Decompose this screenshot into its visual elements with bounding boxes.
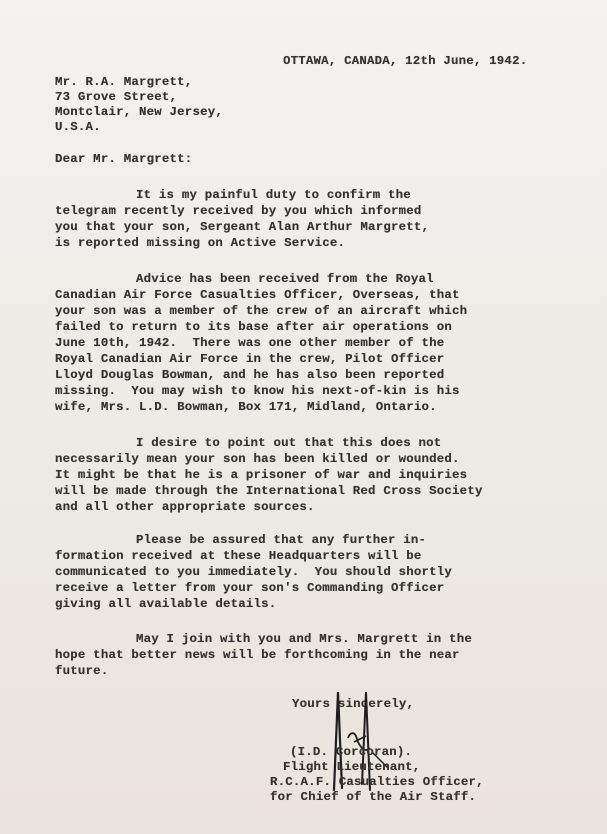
paragraph-line: future. <box>55 664 109 678</box>
paragraph-line: It is my painful duty to confirm the <box>136 188 411 202</box>
dateline: OTTAWA, CANADA, 12th June, 1942. <box>283 54 528 68</box>
paragraph-line: will be made through the International Red Cross Society <box>55 484 483 498</box>
signatory-for: for Chief of the Air Staff. <box>270 790 477 804</box>
signatory-name: (I.D. Corcoran). <box>290 745 413 759</box>
paragraph-line: necessarily mean your son has been killed or wounded. <box>55 452 460 466</box>
paragraph-line: and all other appropriate sources. <box>55 500 315 514</box>
paragraph-line: Royal Canadian Air Force in the crew, Pilot Officer <box>55 352 445 366</box>
recipient-line: Mr. R.A. Margrett, <box>55 75 193 89</box>
paragraph-line: missing. You may wish to know his next-of-kin is his <box>55 384 460 398</box>
signatory-rank: Flight Lieutenant, <box>283 760 421 774</box>
closing: Yours sincerely, <box>292 697 415 711</box>
salutation: Dear Mr. Margrett: <box>55 152 193 166</box>
paragraph-line: formation received at these Headquarters will be <box>55 549 422 563</box>
paragraph-line: Please be assured that any further in- <box>136 533 427 547</box>
paragraph-line: It might be that he is a prisoner of war and inquiries <box>55 468 468 482</box>
paragraph-line: failed to return to its base after air operations on <box>55 320 453 334</box>
paragraph-line: communicated to you immediately. You should shortly <box>55 565 453 579</box>
paragraph-line: wife, Mrs. L.D. Bowman, Box 171, Midland, Ontario. <box>55 400 437 414</box>
recipient-line: U.S.A. <box>55 120 101 134</box>
signatory-title: R.C.A.F. Casualties Officer, <box>270 775 484 789</box>
recipient-line: Montclair, New Jersey, <box>55 105 223 119</box>
paragraph-line: telegram recently received by you which informed <box>55 204 422 218</box>
paragraph-line: Lloyd Douglas Bowman, and he has also been reported <box>55 368 445 382</box>
paragraph-line: June 10th, 1942. There was one other member of the <box>55 336 445 350</box>
recipient-line: 73 Grove Street, <box>55 90 178 104</box>
paragraph-line: is reported missing on Active Service. <box>55 236 346 250</box>
paragraph-line: receive a letter from your son's Commanding Officer <box>55 581 445 595</box>
paragraph-line: Advice has been received from the Royal <box>136 272 434 286</box>
paragraph-line: Canadian Air Force Casualties Officer, Overseas, that <box>55 288 460 302</box>
paragraph-line: you that your son, Sergeant Alan Arthur Margrett, <box>55 220 430 234</box>
paragraph-line: your son was a member of the crew of an aircraft which <box>55 304 468 318</box>
paragraph-line: I desire to point out that this does not <box>136 436 442 450</box>
paragraph-line: hope that better news will be forthcoming in the near <box>55 648 460 662</box>
paragraph-line: May I join with you and Mrs. Margrett in the <box>136 632 472 646</box>
paragraph-line: giving all available details. <box>55 597 277 611</box>
